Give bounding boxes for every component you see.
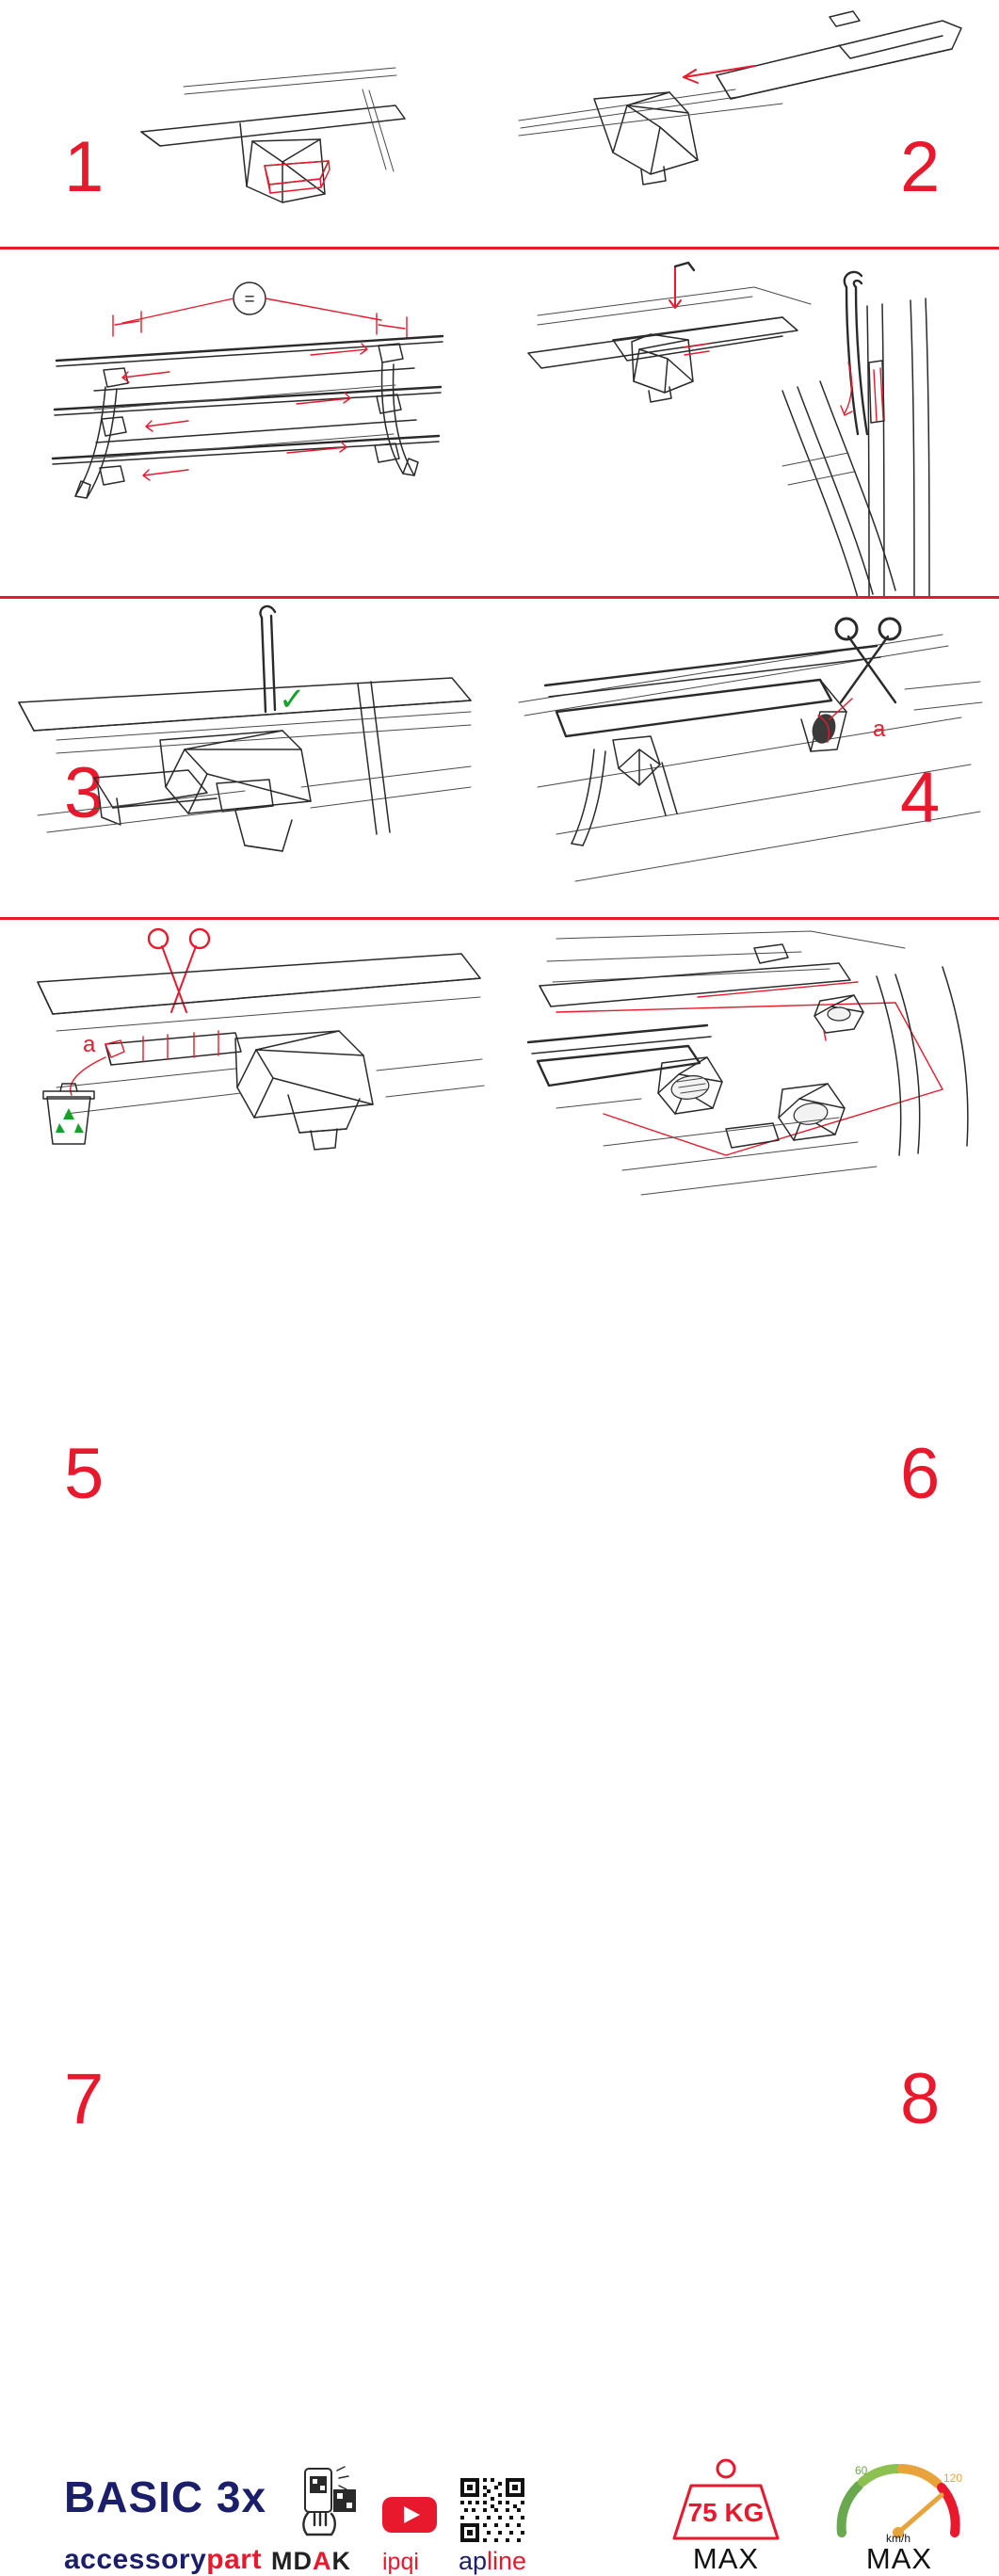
step-2-number: 2 (900, 127, 940, 207)
footer (0, 1224, 999, 2575)
apline-first: ap (459, 2547, 488, 2575)
label-a-step6: a (873, 716, 886, 742)
apline-second: line (487, 2547, 527, 2575)
gauge-unit: km/h (885, 2532, 911, 2545)
mdak-mid: A (313, 2547, 332, 2575)
step-8-illustration (500, 920, 999, 1221)
step-5-illustration (0, 599, 499, 919)
step-panel-3 (0, 250, 499, 833)
qr-phone-icon (294, 2465, 363, 2538)
brand-accessory-first: accessory (64, 2544, 207, 2575)
gauge-tick-120: 120 (943, 2471, 963, 2485)
label-apline (459, 2547, 526, 2576)
gauge-tick-60: 60 (855, 2464, 868, 2477)
check-symbol: ✓ (279, 682, 306, 717)
label-a-step7: a (83, 1032, 96, 1057)
step-2-illustration (500, 0, 999, 247)
brand-accessory-second: part (206, 2544, 262, 2575)
weight-limit-icon (648, 2457, 804, 2544)
speed-limit-icon (827, 2454, 970, 2544)
mdak-last: K (331, 2547, 351, 2575)
brand-accessorypart (64, 2544, 262, 2576)
step-6-number: 6 (900, 1434, 940, 1514)
step-panel-4 (500, 250, 999, 838)
label-mdak (271, 2547, 351, 2576)
step-8-number: 8 (900, 2059, 940, 2139)
step-panel-6 (500, 599, 999, 1514)
step-4-illustration (500, 250, 999, 598)
step-1-number: 1 (64, 127, 104, 207)
equal-symbol: = (244, 290, 255, 310)
step-panel-2 (500, 0, 999, 247)
step-4-number: 4 (900, 758, 940, 838)
step-5-number: 5 (64, 1434, 104, 1514)
step-7-illustration (0, 920, 499, 1221)
step-panel-7 (0, 920, 499, 2139)
speed-max-caption: MAX (865, 2542, 933, 2575)
label-ipqi: ipqi (382, 2549, 419, 2575)
weight-max-caption: MAX (692, 2542, 760, 2575)
step-7-number: 7 (64, 2059, 104, 2139)
step-panel-8 (500, 920, 999, 2139)
weight-value: 75 KG (687, 2498, 765, 2527)
recycle-bin-icon (43, 1084, 94, 1144)
brand-basic-suffix: x (241, 2472, 267, 2521)
brand-basic-main: BASIC 3 (64, 2472, 242, 2521)
step-1-illustration (0, 0, 499, 247)
step-panel-1 (0, 0, 499, 247)
scissors-icon (836, 619, 900, 702)
mdak-first: MD (271, 2547, 313, 2575)
step-6-illustration (500, 599, 999, 919)
step-3-illustration (0, 250, 499, 598)
youtube-icon[interactable] (380, 2493, 439, 2536)
step-3-number: 3 (64, 753, 104, 833)
brand-basic (64, 2471, 266, 2522)
qr-code-icon (459, 2476, 526, 2544)
step-panel-5 (0, 599, 499, 1514)
